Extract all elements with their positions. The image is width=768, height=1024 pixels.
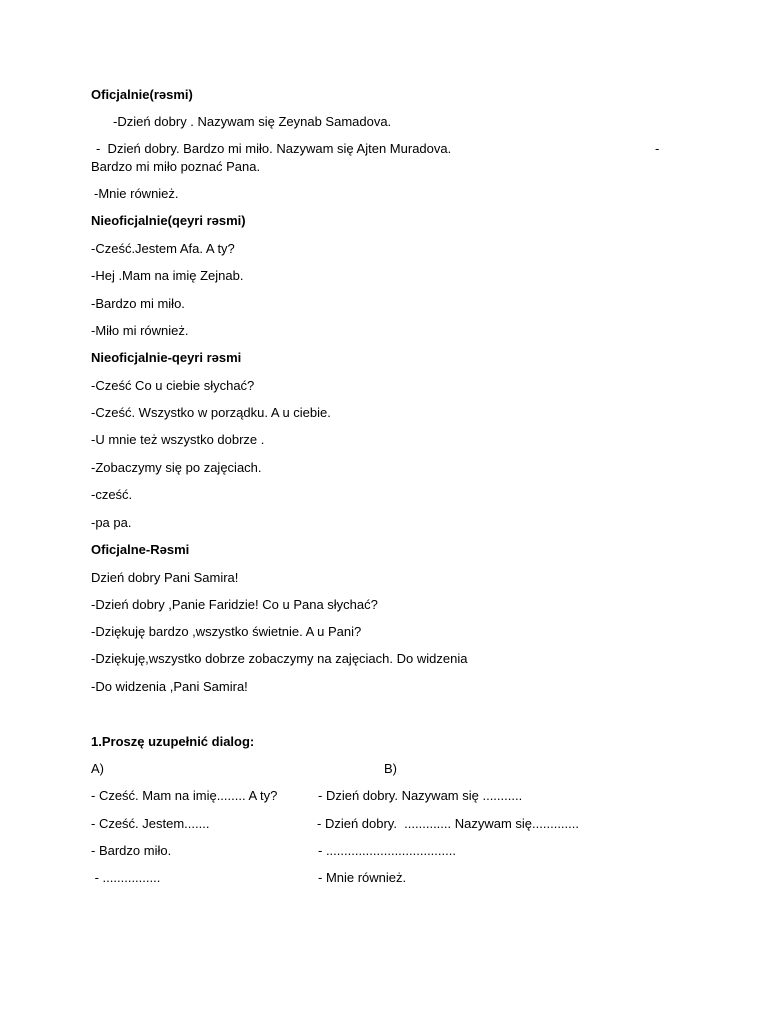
exercise-b-line: - ....................................: [318, 843, 456, 858]
dialog-line: -Mnie również.: [94, 186, 179, 201]
dialog-line: -Dziękuję bardzo ,wszystko świetnie. A u Pani?: [91, 624, 362, 639]
exercise-a-line: - Cześć. Mam na imię........ A ty?: [91, 788, 278, 803]
exercise-a-line: - Bardzo miło.: [91, 843, 172, 858]
section-heading-unofficial-2: Nieoficjalnie-qeyri rəsmi: [91, 350, 242, 365]
section-heading-official-2: Oficjalne-Rəsmi: [91, 542, 190, 557]
exercise-b-line: - Mnie również.: [318, 870, 407, 885]
dialog-line: Dzień dobry Pani Samira!: [91, 570, 239, 585]
exercise-a-line: - Cześć. Jestem.......: [91, 816, 210, 831]
dialog-line: - Dzień dobry. Bardzo mi miło. Nazywam się Ajten Muradova.: [96, 141, 452, 156]
section-heading-official: Oficjalnie(rəsmi): [91, 87, 193, 102]
dialog-line: Bardzo mi miło poznać Pana.: [91, 159, 261, 174]
exercise-b-line: - Dzień dobry. ............. Nazywam się.............: [317, 816, 579, 831]
dialog-line: -Cześć Co u ciebie słychać?: [91, 378, 255, 393]
dialog-line: -Miło mi również.: [91, 323, 189, 338]
dialog-line: -Zobaczymy się po zajęciach.: [91, 460, 262, 475]
dialog-line: -Bardzo mi miło.: [91, 296, 185, 311]
dialog-line: -Cześć.Jestem Afa. A ty?: [91, 241, 235, 256]
dialog-line: -cześć.: [91, 487, 133, 502]
section-heading-unofficial: Nieoficjalnie(qeyri rəsmi): [91, 213, 246, 228]
dialog-line: -Cześć. Wszystko w porządku. A u ciebie.: [91, 405, 331, 420]
dialog-line: -U mnie też wszystko dobrze .: [91, 432, 265, 447]
exercise-title: 1.Proszę uzupełnić dialog:: [91, 734, 255, 749]
dialog-dash: -: [655, 141, 660, 156]
exercise-b-label: B): [384, 761, 397, 776]
dialog-line: -Dzień dobry . Nazywam się Zeynab Samadova.: [113, 114, 392, 129]
dialog-line: -Dzień dobry ,Panie Faridzie! Co u Pana słychać?: [91, 597, 378, 612]
exercise-a-line: - ................: [91, 870, 161, 885]
exercise-a-label: A): [91, 761, 104, 776]
exercise-b-line: - Dzień dobry. Nazywam się ...........: [318, 788, 523, 803]
dialog-line: -Hej .Mam na imię Zejnab.: [91, 268, 244, 283]
dialog-line: -Dziękuję,wszystko dobrze zobaczymy na zajęciach. Do widzenia: [91, 651, 468, 666]
dialog-line: -Do widzenia ,Pani Samira!: [91, 679, 248, 694]
dialog-line: -pa pa.: [91, 515, 132, 530]
